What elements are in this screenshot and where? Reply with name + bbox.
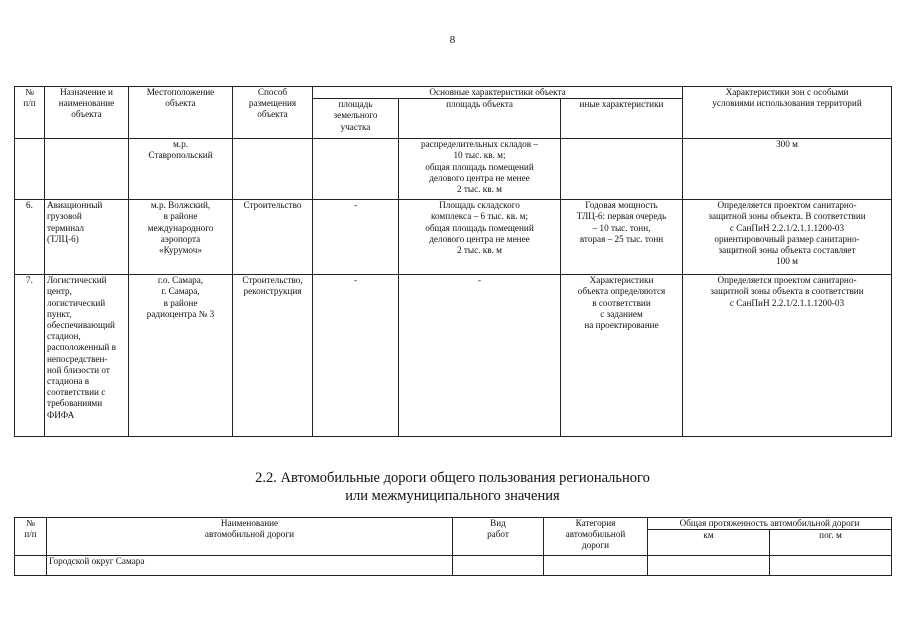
table-row [15,556,892,576]
cell-name [45,139,129,200]
header-land-area: площадь земельного участка [313,99,399,139]
cell-object-area: - [399,275,561,437]
cell-category [544,556,648,576]
cell-name: Авиационный грузовой терминал (ТЛЦ-6) [45,200,129,275]
cell-method: Строительство, реконструкция [233,275,313,437]
cell-location: м.р. Ставропольский [129,139,233,200]
header-num: № п/п [15,87,45,139]
cell-object-area: Площадь складского комплекса – 6 тыс. кв. м; общая площадь помещений делового центра не менее 2 тыс. кв. м [399,200,561,275]
cell-object-area: распределительных складов – 10 тыс. кв. м; общая площадь помещений делового центра не менее 2 тыс. кв. м [399,139,561,200]
cell-num: 6. [15,200,45,275]
table-row [15,200,892,275]
table-row [15,139,892,200]
header-category: Категория автомобильной дороги [544,518,648,556]
cell-name: Логистический центр, логистический пункт, обеспечивающий стадион, расположенный в непосредствен- ной близости от стадиона в соответствии с требованиями ФИФА [45,275,129,437]
section-heading [0,469,905,505]
cell-zones: 300 м [683,139,892,200]
header-name: Назначение и наименование объекта [45,87,129,139]
header-road-name: Наименование автомобильной дороги [47,518,453,556]
cell-other [561,139,683,200]
header-object-area: площадь объекта [399,99,561,139]
cell-num [15,139,45,200]
cell-method: Строительство [233,200,313,275]
header-main-characteristics: Основные характеристики объекта [313,87,683,99]
cell-other: Характеристики объекта определяются в соответствии с заданием на проектирование [561,275,683,437]
header-total-length: Общая протяженность автомобильной дороги [648,518,892,530]
cell-m [770,556,892,576]
section-title-line1: 2.2. Автомобильные дороги общего пользования регионального [255,470,650,486]
header-zones: Характеристики зон с особыми условиями использования территорий [683,87,892,139]
cell-land-area: - [313,275,399,437]
objects-table [14,86,892,437]
cell-road-name: Городской округ Самара [47,556,453,576]
cell-num: 7. [15,275,45,437]
cell-land-area [313,139,399,200]
section-title-line2: или межмуниципального значения [345,488,560,504]
header-num: № п/п [15,518,47,556]
cell-num [15,556,47,576]
cell-zones: Определяется проектом санитарно- защитной зоны объекта в соответствии с СанПиН 2.2.1/2.1.1.1200-03 [683,275,892,437]
header-m: пог. м [770,530,892,556]
cell-works [453,556,544,576]
header-works: Вид работ [453,518,544,556]
header-km: км [648,530,770,556]
cell-location: м.р. Волжский, в районе международного аэропорта «Курумоч» [129,200,233,275]
table-row [15,275,892,437]
cell-km [648,556,770,576]
cell-zones: Определяется проектом санитарно- защитной зоны объекта. В соответствии с СанПиН 2.2.1/2.1.1.1200-03 ориентировочный размер санитарно- защитной зоны объекта составляет 100 м [683,200,892,275]
cell-method [233,139,313,200]
cell-other: Годовая мощность ТЛЦ-6: первая очередь – 10 тыс. тонн, вторая – 25 тыс. тонн [561,200,683,275]
header-other: иные характеристики [561,99,683,139]
page-number: 8 [449,34,456,46]
header-method: Способ размещения объекта [233,87,313,139]
header-location: Местоположение объекта [129,87,233,139]
cell-location: г.о. Самара, г. Самара, в районе радиоцентра № 3 [129,275,233,437]
roads-table [14,517,892,576]
cell-land-area: - [313,200,399,275]
